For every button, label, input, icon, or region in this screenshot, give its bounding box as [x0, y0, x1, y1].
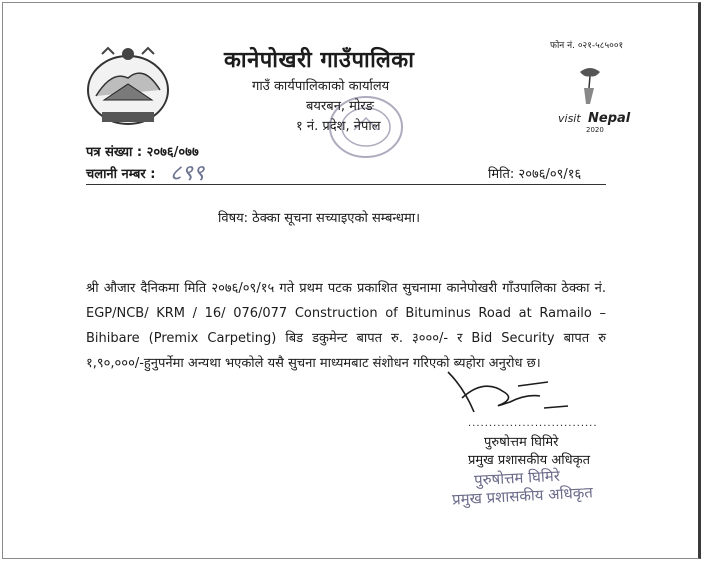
- letter-number: पत्र संख्या : २०७६/०७७: [86, 145, 199, 160]
- dispatch-label: चलानी नम्बर :: [86, 167, 156, 182]
- signature-line: ...............................: [468, 418, 598, 429]
- office-title: कानेपोखरी गाउँपालिका: [224, 48, 415, 73]
- signatory-name: पुरुषोत्तम घिमिरे: [484, 435, 559, 450]
- stamp-title: प्रमुख प्रशासकीय अधिकृत: [451, 483, 594, 509]
- letter-subject: विषय: ठेक्का सूचना सच्याइएको सम्बन्धमा।: [218, 211, 421, 226]
- svg-text:Nepal: Nepal: [588, 111, 631, 126]
- office-address: बयरबन, मोरङ: [306, 99, 374, 114]
- stamp-name: पुरुषोत्तम घिमिरे: [473, 466, 561, 490]
- office-region: १ नं. प्रदेश, नेपाल: [296, 119, 381, 134]
- phone-number: फोन नं. ०२१-५८५००१: [550, 41, 624, 51]
- dispatch-number-handwritten: ८९९: [170, 161, 205, 186]
- nepal-emblem-icon: [82, 40, 174, 128]
- svg-text:2020: 2020: [586, 126, 604, 134]
- visit-nepal-logo-icon: [550, 64, 650, 134]
- handwritten-signature-icon: [444, 368, 574, 420]
- signatory-title: प्रमुख प्रशासकीय अधिकृत: [468, 453, 591, 468]
- header-divider: [86, 184, 606, 185]
- svg-text:visit: visit: [558, 112, 581, 125]
- office-subtitle: गाउँ कार्यपालिकाको कार्यालय: [252, 79, 390, 94]
- letter-body: श्री औजार दैनिकमा मिति २०७६/०९/१५ गते प्रथम पटक प्रकाशित सुचनामा कानेपोखरी गाँउपालिका ठेक्का नं. EGP/NCB/ KRM / 16/ 076/077 Construction of Bituminus Road at Ramailo – Bihibare (Premix Carpeting) बिड डकुमेन्ट बापत रु. ३०००/- र Bid Security बापत रु १,९०,०००/-हुनुपर्नेमा अन्यथा भएकोले यसै सुचना माध्यमबाट संशोधन गरिएको ब्यहोरा अनुरोध छ।: [86, 281, 606, 371]
- letter-date: मिति: २०७६/०९/१६: [488, 167, 582, 182]
